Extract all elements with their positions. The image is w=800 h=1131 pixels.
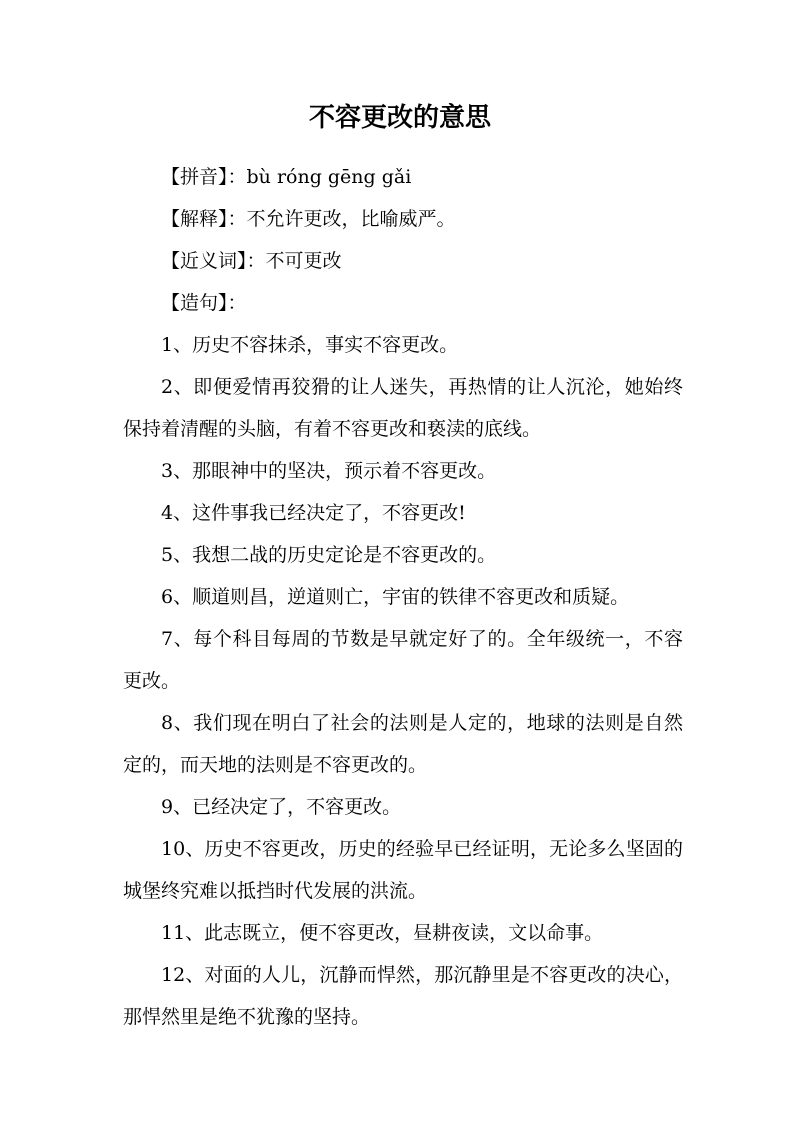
- meaning-entry: 【解释】：不允许更改，比喻威严。: [161, 208, 456, 230]
- example-sentence: 8、我们现在明白了社会的法则是人定的，地球的法则是自然定的，而天地的法则是不容更改的。: [123, 712, 683, 776]
- example-sentence: 12、对面的人儿，沉静而悍然，那沉静里是不容更改的决心，那悍然里是绝不犹豫的坚持。: [123, 964, 683, 1028]
- example-sentence: 4、这件事我已经决定了，不容更改!: [161, 502, 466, 524]
- examples-label: 【造句】：: [161, 292, 247, 314]
- example-sentence: 9、已经决定了，不容更改。: [161, 796, 402, 818]
- synonym-entry: 【近义词】：不可更改: [161, 250, 342, 272]
- example-sentence: 1、历史不容抹杀，事实不容更改。: [161, 334, 459, 356]
- example-sentence: 3、那眼神中的坚决，预示着不容更改。: [161, 460, 497, 482]
- example-sentence: 6、顺道则昌，逆道则亡，宇宙的铁律不容更改和质疑。: [161, 586, 630, 608]
- pinyin-entry: 【拼音】：bù róng gēng gǎi: [161, 166, 412, 188]
- example-sentence: 10、历史不容更改，历史的经验早已经证明，无论多么坚固的城堡终究难以抵挡时代发展的洪流。: [123, 838, 683, 902]
- document-body: [123, 156, 683, 1038]
- example-sentence: 2、即便爱情再狡猾的让人迷失，再热情的让人沉沦，她始终保持着清醒的头脑，有着不容更改和亵渎的底线。: [123, 376, 683, 440]
- example-sentence: 11、此志既立，便不容更改，昼耕夜读，文以命事。: [161, 922, 604, 944]
- example-sentence: 7、每个科目每周的节数是早就定好了的。全年级统一，不容更改。: [123, 628, 683, 692]
- page-title: 不容更改的意思: [308, 103, 491, 133]
- example-sentence: 5、我想二战的历史定论是不容更改的。: [161, 544, 497, 566]
